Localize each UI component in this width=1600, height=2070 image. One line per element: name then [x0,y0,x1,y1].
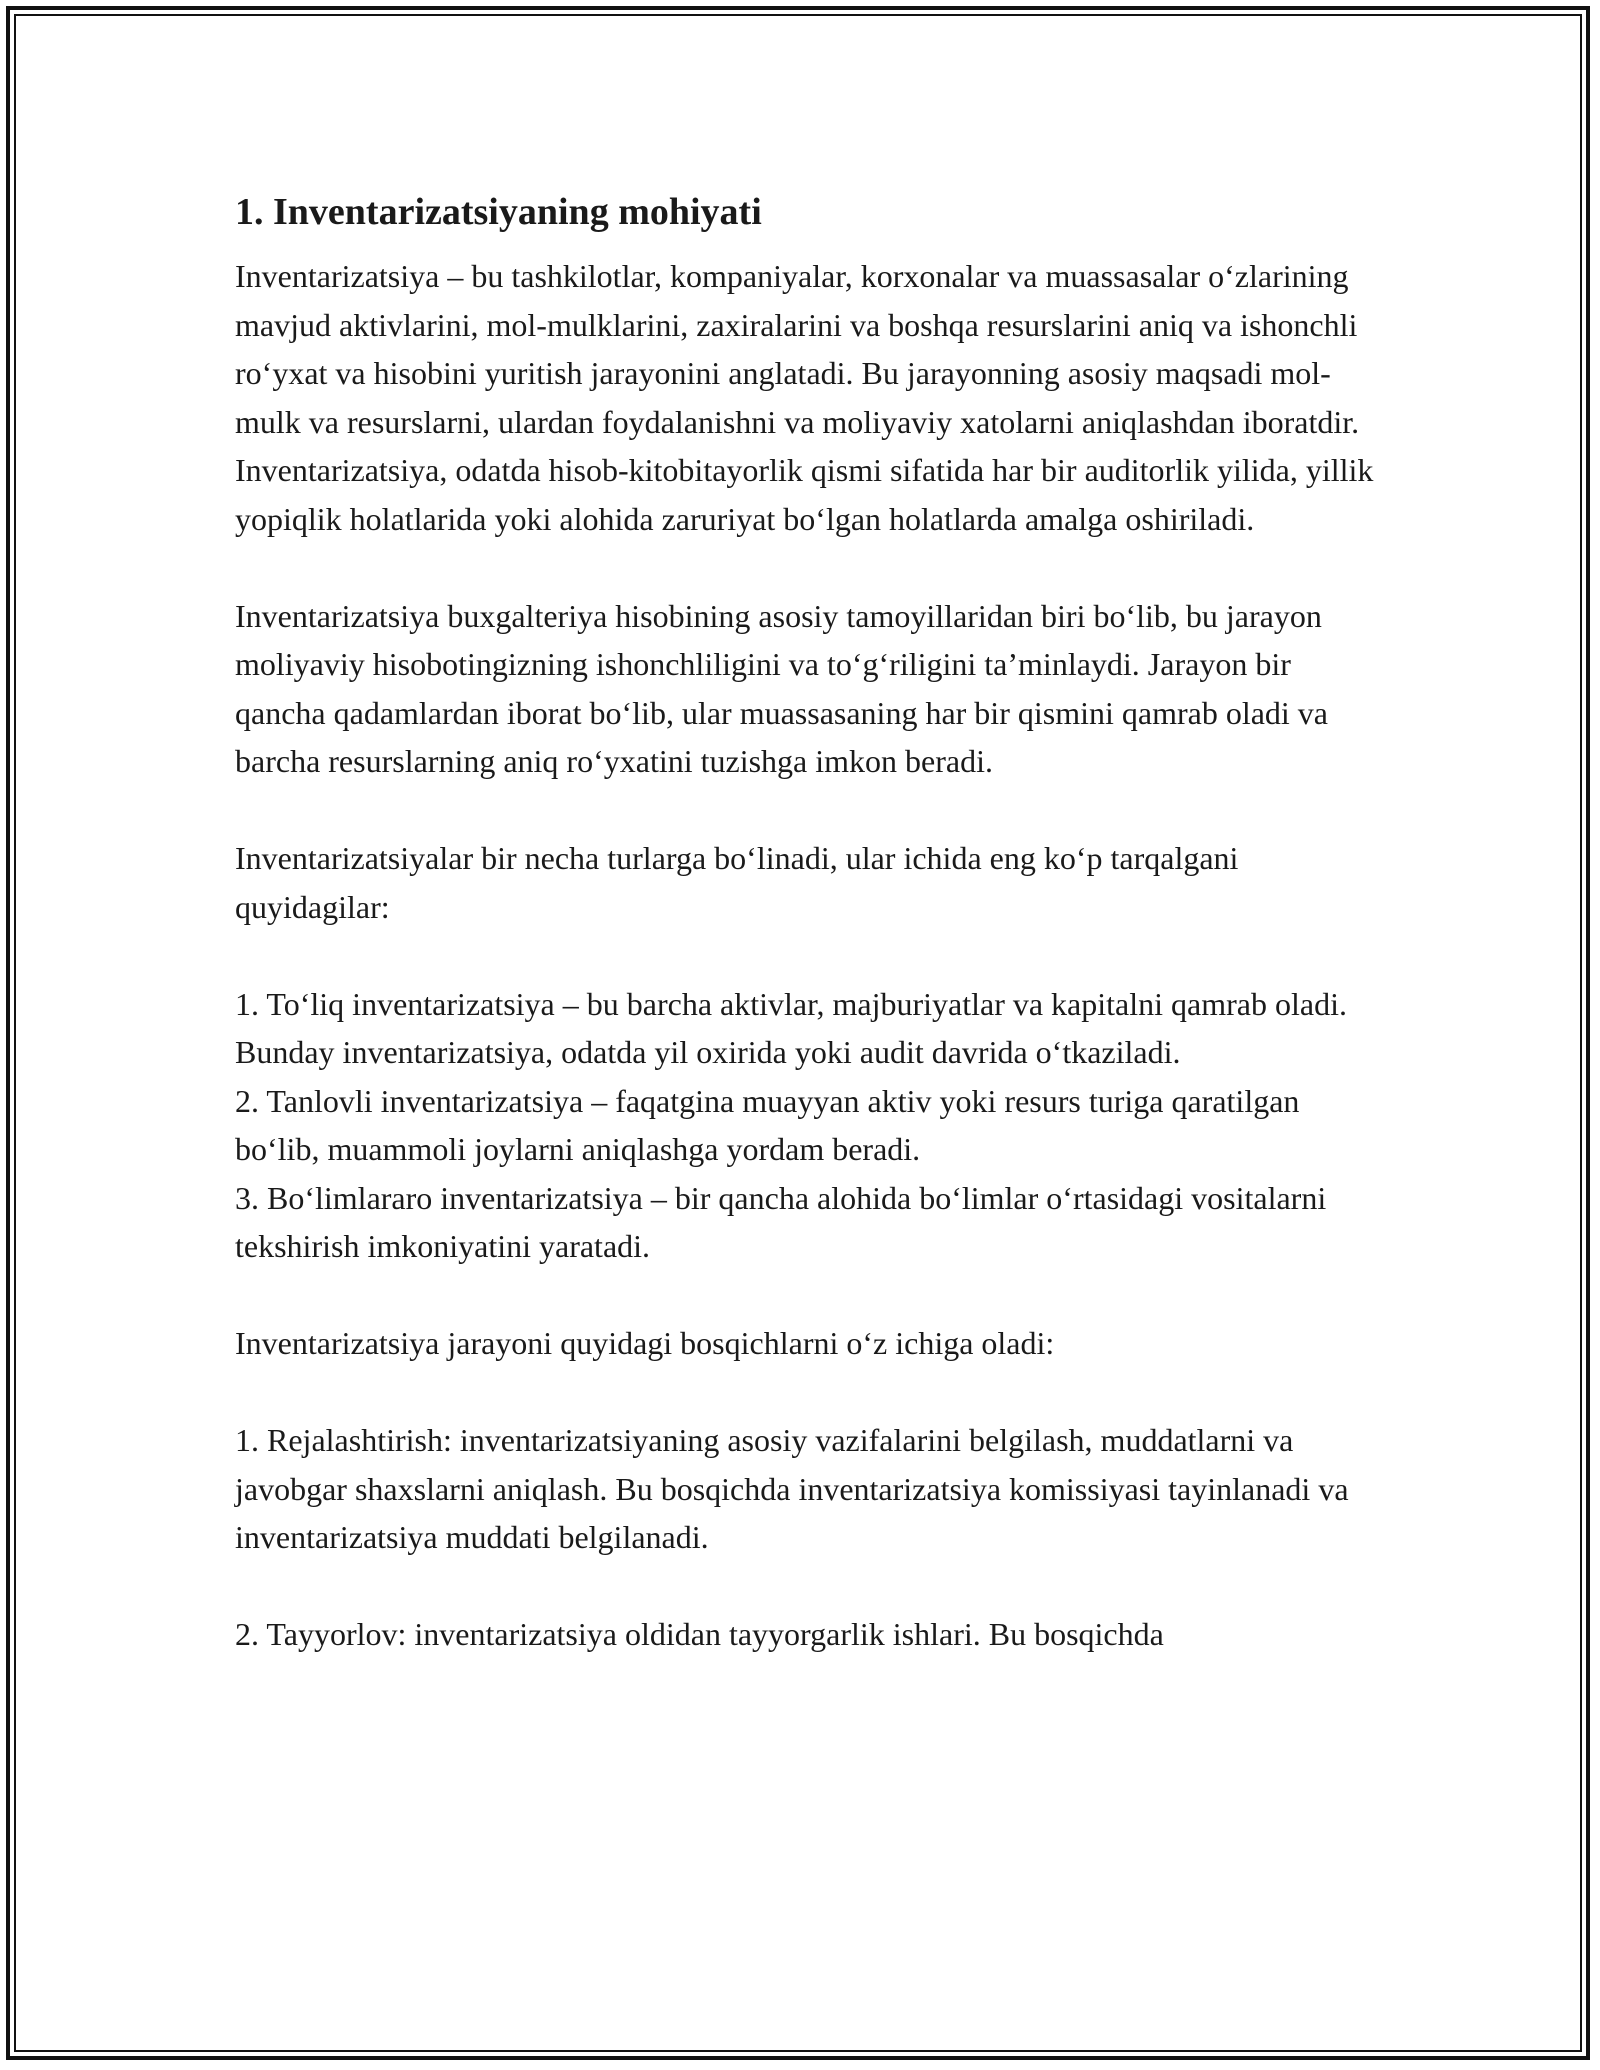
list-item-selective-inventory: 2. Tanlovli inventarizatsiya – faqatgina muayyan aktiv yoki resurs turiga qaratilgan bo‘lib, muammoli joylarni aniqlashga yordam beradi. [235,1082,1300,1167]
paragraph-stage-planning: 1. Rejalashtirish: inventarizatsiyaning asosiy vazifalarini belgilash, muddatlarni va javobgar shaxslarni aniqlash. Bu bosqichda inventarizatsiya komissiyasi tayinlanadi va inventarizatsiya muddati belgilanadi. [235,1422,1349,1555]
paragraph-stage-preparation: 2. Tayyorlov: inventarizatsiya oldidan tayyorgarlik ishlari. Bu bosqichda [235,1616,1164,1652]
paragraph-definition: Inventarizatsiya – bu tashkilotlar, kompaniyalar, korxonalar va muassasalar o‘zlarining mavjud aktivlarini, mol-mulklarini, zaxiralarini va boshqa resurslarini aniq va ishonchli ro‘yxat va hisobini yuritish jarayonini anglatadi. Bu jarayonning asosiy maqsadi mol-mulk va resurslarni, ulardan foydalanishni va moliyaviy xatolarni aniqlashdan iboratdir. Inventarizatsiya, odatda hisob-kitobitayorlik qismi sifatida har bir auditorlik yilida, yillik yopiqlik holatlarida yoki alohida zaruriyat bo‘lgan holatlarda amalga oshiriladi. [235,258,1374,537]
document-body [235,188,1385,1707]
paragraph-principle: Inventarizatsiya buxgalteriya hisobining asosiy tamoyillaridan biri bo‘lib, bu jarayon moliyaviy hisobotingizning ishonchliligini va to‘g‘riligini ta’minlaydi. Jarayon bir qancha qadamlardan iborat bo‘lib, ular muassasaning har bir qismini qamrab oladi va barcha resurslarning aniq ro‘yxatini tuzishga imkon beradi. [235,597,1328,779]
list-item-full-inventory: 1. To‘liq inventarizatsiya – bu barcha aktivlar, majburiyatlar va kapitalni qamrab oladi. Bunday inventarizatsiya, odatda yil oxirida yoki audit davrida o‘tkaziladi. [235,985,1347,1070]
section-heading: 1. Inventarizatsiyaning mohiyati [235,191,762,233]
list-item-interdepartmental-inventory: 3. Bo‘limlararo inventarizatsiya – bir qancha alohida bo‘limlar o‘rtasidagi vositalarni tekshirish imkoniyatini yaratadi. [235,1179,1327,1264]
types-list [235,980,1385,1271]
paragraph-stages-intro: Inventarizatsiya jarayoni quyidagi bosqichlarni o‘z ichiga oladi: [235,1325,1055,1361]
paragraph-types-intro: Inventarizatsiyalar bir necha turlarga bo‘linadi, ular ichida eng ko‘p tarqalgani quyidagilar: [235,840,1239,925]
